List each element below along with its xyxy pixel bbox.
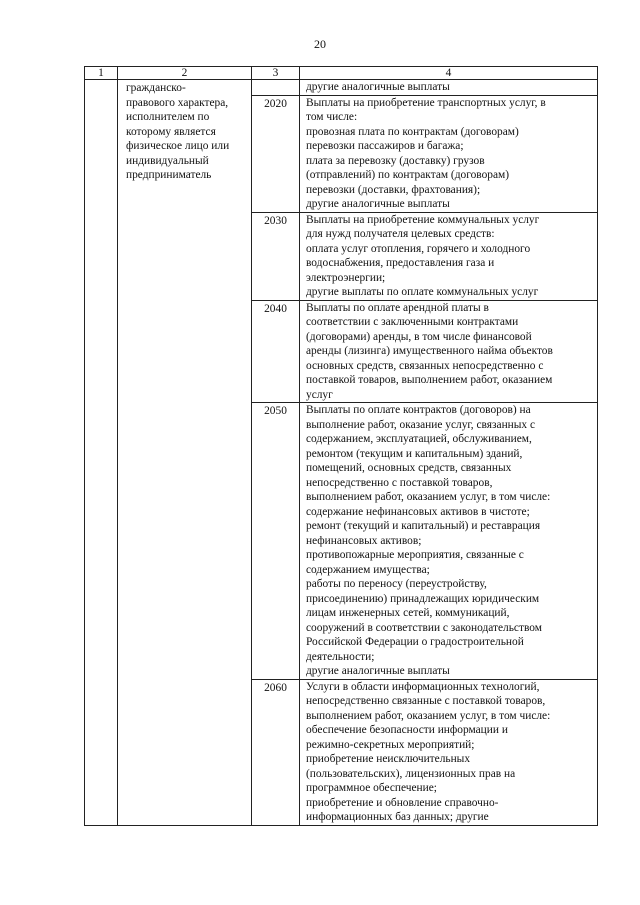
text-line: соответствии с заключенными контрактами — [306, 316, 519, 328]
text-line: провозная плата по контрактам (договорам) — [306, 125, 519, 138]
text-line: аренды (лизинга) имущественного найма объектов — [306, 345, 553, 357]
text-line: работы по переносу (переустройству, — [306, 578, 487, 590]
description-cell — [118, 80, 252, 826]
text-line: поставкой товаров, выполнением работ, оказанием — [306, 374, 553, 386]
text-line: информационных баз данных; другие — [306, 811, 489, 823]
text-line: выполнением работ, оказанием услуг, в том числе: — [306, 491, 551, 503]
text-line: содержание нефинансовых активов в чистоте; — [306, 505, 530, 518]
text-line: услуг — [306, 388, 333, 401]
header-col-3: 3 — [252, 67, 300, 80]
code-cell: 2060 — [252, 679, 300, 825]
page-number: 20 — [314, 37, 326, 51]
text-line: помещений, основных средств, связанных — [306, 462, 512, 474]
text-line: ремонтом (текущим и капитальным) зданий, — [306, 447, 523, 460]
text-line: содержанием имущества; — [306, 563, 430, 576]
text-line: другие аналогичные выплаты — [306, 198, 450, 210]
table-body — [85, 80, 598, 826]
text-line: основных средств, связанных непосредственно с — [306, 359, 544, 372]
text-line: выполнение работ, оказание услуг, связанных с — [306, 418, 536, 431]
text-line: Выплаты на приобретение транспортных услуг, в — [306, 96, 546, 109]
table-header-row — [85, 67, 598, 80]
description-line: физическое лицо или — [126, 140, 230, 152]
code-cell: 2050 — [252, 403, 300, 680]
text-line: непосредственно связанные с поставкой товаров, — [306, 695, 546, 707]
text-line: (отправлений) по контрактам (договорам) — [306, 169, 510, 181]
text-line: противопожарные мероприятия, связанные с — [306, 549, 524, 561]
text-line: для нужд получателя целевых средств: — [306, 228, 495, 240]
description-line: исполнителем по — [126, 111, 210, 123]
code-cell — [252, 80, 300, 96]
text-line: лицам инженерных сетей, коммуникаций, — [306, 607, 510, 619]
document-table — [84, 66, 598, 826]
payment-description-cell — [300, 80, 598, 96]
payment-description-cell — [300, 300, 598, 403]
text-line: том числе: — [306, 111, 358, 123]
code-cell: 2020 — [252, 95, 300, 212]
table-row — [85, 80, 598, 96]
text-line: программное обеспечение; — [306, 782, 437, 794]
header-col-4: 4 — [300, 67, 598, 80]
description-line: гражданско- — [126, 82, 186, 94]
text-line: водоснабжения, предоставления газа и — [306, 257, 495, 269]
text-line: Выплаты на приобретение коммунальных услуг — [306, 213, 540, 226]
text-line: непосредственно с поставкой товаров, — [306, 476, 493, 489]
code-cell: 2040 — [252, 300, 300, 403]
text-line: выполнением работ, оказанием услуг, в том числе: — [306, 709, 551, 722]
text-line: обеспечение безопасности информации и — [306, 724, 508, 736]
header-col-2: 2 — [118, 67, 252, 80]
payment-description-cell — [300, 403, 598, 680]
description-line: правового характера, — [126, 96, 229, 109]
description-line: предприниматель — [126, 169, 212, 181]
text-line: (пользовательских), лицензионных прав на — [306, 767, 516, 780]
payment-description-cell — [300, 95, 598, 212]
text-line: электроэнергии; — [306, 271, 386, 284]
text-line: приобретение и обновление справочно- — [306, 796, 499, 809]
header-col-1: 1 — [85, 67, 118, 80]
payment-description-cell — [300, 212, 598, 300]
text-line: содержанием, эксплуатацией, обслуживанием, — [306, 433, 532, 445]
text-line: перевозки (доставки, фрахтования); — [306, 183, 481, 196]
text-line: сооружений в соответствии с законодательством — [306, 621, 542, 634]
text-line: оплата услуг отопления, горячего и холодного — [306, 242, 531, 255]
text-line: присоединению) принадлежащих юридическим — [306, 592, 540, 605]
text-line: Услуги в области информационных технологий, — [306, 680, 540, 693]
text-line: деятельности; — [306, 650, 375, 663]
text-line: ремонт (текущий и капитальный) и реставрация — [306, 520, 541, 532]
description-line: индивидуальный — [126, 154, 209, 167]
text-line: другие аналогичные выплаты — [306, 81, 450, 93]
text-line: нефинансовых активов; — [306, 534, 422, 547]
text-line: другие выплаты по оплате коммунальных услуг — [306, 286, 539, 298]
text-line: режимно-секретных мероприятий; — [306, 738, 475, 751]
text-line: (договорами) аренды, в том числе финансовой — [306, 330, 532, 343]
text-line: другие аналогичные выплаты — [306, 665, 450, 677]
payment-description-cell — [300, 679, 598, 825]
code-cell: 2030 — [252, 212, 300, 300]
description-line: которому является — [126, 125, 216, 138]
text-line: Российской Федерации о градостроительной — [306, 636, 524, 648]
text-line: перевозки пассажиров и багажа; — [306, 140, 464, 152]
text-line: плата за перевозку (доставку) грузов — [306, 154, 485, 167]
text-line: приобретение неисключительных — [306, 753, 471, 765]
row-number-cell — [85, 80, 118, 826]
text-line: Выплаты по оплате контрактов (договоров) на — [306, 404, 531, 416]
text-line: Выплаты по оплате арендной платы в — [306, 301, 489, 314]
